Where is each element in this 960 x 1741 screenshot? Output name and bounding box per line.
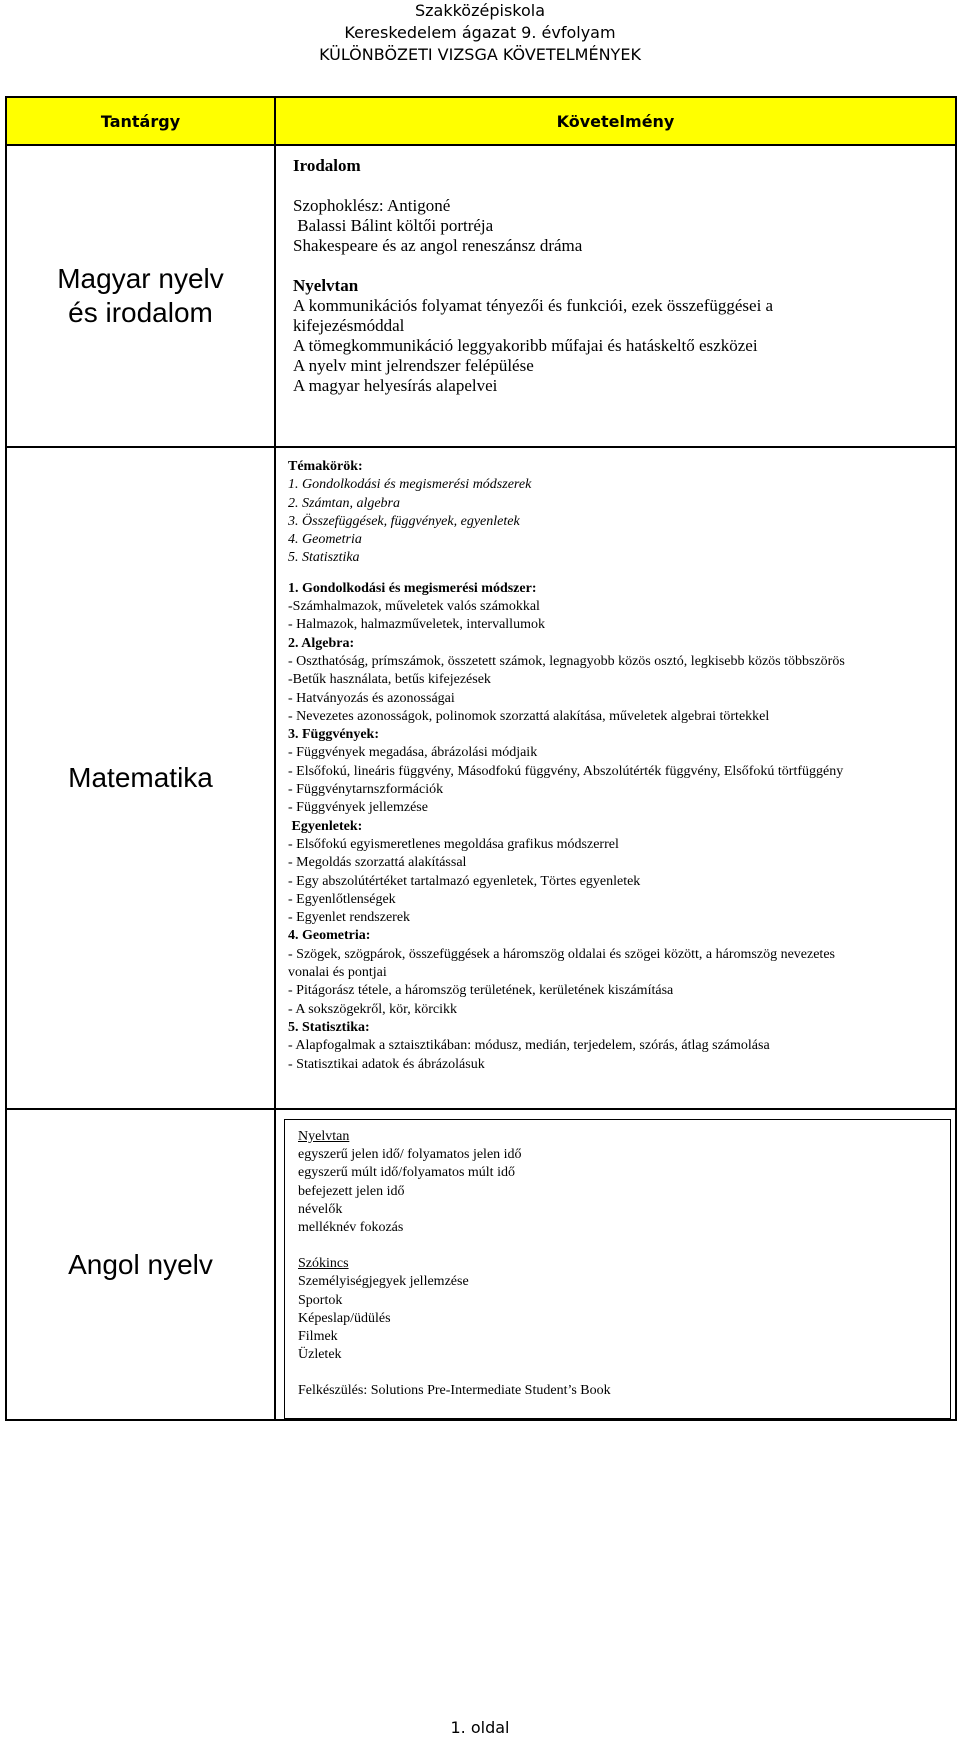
list-item: névelők xyxy=(298,1201,343,1217)
list-item: Shakespeare és az angol reneszánsz dráma xyxy=(293,236,583,255)
list-item: A magyar helyesírás alapelvei xyxy=(293,376,498,395)
list-item: Képeslap/üdülés xyxy=(298,1310,391,1326)
table-row xyxy=(6,145,956,447)
list-item: -Számhalmazok, műveletek valós számokkal xyxy=(288,599,540,615)
preparation-book: Felkészülés: Solutions Pre-Intermediate Student’s Book xyxy=(298,1383,611,1399)
list-item: kifejezésmóddal xyxy=(293,316,405,335)
document-title: KÜLÖNBÖZETI VIZSGA KÖVETELMÉNYEK xyxy=(319,45,641,64)
requirements-hungarian xyxy=(275,145,956,447)
list-item: - Nevezetes azonosságok, polinomok szorzattá alakítása, műveletek algebrai törtekkel xyxy=(288,708,770,724)
section-title-grammar: Nyelvtan xyxy=(293,276,359,295)
section-title: 4. Geometria: xyxy=(288,928,371,944)
list-item: - Alapfogalmak a sztaisztikában: módusz, medián, terjedelem, szórás, átlag számolása xyxy=(288,1038,770,1054)
list-item: - Hatványozás és azonosságai xyxy=(288,690,455,706)
table-header-row xyxy=(6,97,956,145)
list-item: - Elsőfokú egyismeretlenes megoldása grafikus módszerrel xyxy=(288,836,619,852)
requirement-column-header: Követelmény xyxy=(275,97,956,145)
list-item: - Szögek, szögpárok, összefüggések a háromszög oldalai és szögei között, a háromszög nevezetes xyxy=(288,946,835,962)
topic-item: 1. Gondolkodási és megismerési módszerek xyxy=(288,477,532,493)
list-item: Személyiségjegyek jellemzése xyxy=(298,1274,469,1290)
list-item: befejezett jelen idő xyxy=(298,1183,405,1199)
section-title-literature: Irodalom xyxy=(293,156,361,175)
requirements-math xyxy=(275,447,956,1109)
list-item: - Függvények jellemzése xyxy=(288,800,428,816)
list-item: A kommunikációs folyamat tényezői és funkciói, ezek összefüggései a xyxy=(293,296,774,315)
subject-math: Matematika xyxy=(6,447,275,1109)
list-item: - Függvénytarnszformációk xyxy=(288,782,444,798)
table-row xyxy=(6,1109,956,1420)
list-item: A tömegkommunikáció leggyakoribb műfajai és hatáskeltő eszközei xyxy=(293,336,758,355)
topics-title: Témakörök: xyxy=(288,459,363,474)
section-title: 1. Gondolkodási és megismerési módszer: xyxy=(288,580,537,596)
list-item: A nyelv mint jelrendszer felépülése xyxy=(293,356,534,375)
grade-line: Kereskedelem ágazat 9. évfolyam xyxy=(344,23,616,42)
list-item: - Függvények megadása, ábrázolási módjaik xyxy=(288,745,538,761)
list-item: egyszerű jelen idő/ folyamatos jelen idő xyxy=(298,1147,522,1163)
topic-item: 5. Statisztika xyxy=(288,550,360,566)
subject-column-header: Tantárgy xyxy=(6,97,275,145)
english-requirements-box xyxy=(284,1119,951,1419)
table-row xyxy=(6,447,956,1109)
section-title: Egyenletek: xyxy=(288,818,363,834)
requirements-english xyxy=(275,1109,956,1420)
list-item: Balassi Bálint költői portréja xyxy=(293,216,494,235)
topic-item: 4. Geometria xyxy=(288,532,362,548)
section-title: 2. Algebra: xyxy=(288,635,355,651)
list-item: - Statisztikai adatok és ábrázolásuk xyxy=(288,1056,485,1072)
list-item: - Elsőfokú, lineáris függvény, Másodfokú függvény, Abszolútérték függvény, Elsőfokú törtfüggény xyxy=(288,763,844,779)
list-item: - A sokszögekről, kör, körcikk xyxy=(288,1001,457,1017)
section-title: 5. Statisztika: xyxy=(288,1019,370,1035)
topic-item: 2. Számtan, algebra xyxy=(288,495,400,511)
list-item: - Egyenlet rendszerek xyxy=(288,910,411,926)
list-item: - Oszthatóság, prímszámok, összetett számok, legnagyobb közös osztó, legkisebb közös többszörös xyxy=(288,653,845,669)
list-item: melléknév fokozás xyxy=(298,1219,404,1235)
topic-item: 3. Összefüggések, függvények, egyenletek xyxy=(288,513,520,529)
list-item: - Egyenlőtlenségek xyxy=(288,891,396,907)
page-number: 1. oldal xyxy=(450,1718,510,1737)
list-item: Sportok xyxy=(298,1292,343,1308)
section-title-vocabulary: Szókincs xyxy=(298,1256,349,1272)
subject-english: Angol nyelv xyxy=(6,1109,275,1420)
list-item: -Betűk használata, betűs kifejezések xyxy=(288,672,491,688)
list-item: - Halmazok, halmazműveletek, intervallumok xyxy=(288,617,545,633)
section-title-grammar: Nyelvtan xyxy=(298,1129,350,1144)
document-header xyxy=(0,0,960,66)
list-item: Szophoklész: Antigoné xyxy=(293,196,451,215)
list-item: - Megoldás szorzattá alakítással xyxy=(288,855,467,871)
list-item: - Egy abszolútértéket tartalmazó egyenletek, Törtes egyenletek xyxy=(288,873,641,889)
list-item: vonalai és pontjai xyxy=(288,965,387,981)
list-item: Filmek xyxy=(298,1328,338,1344)
list-item: - Pitágorász tétele, a háromszög területének, kerületének kiszámítása xyxy=(288,983,674,999)
subject-hungarian: Magyar nyelv és irodalom xyxy=(6,145,275,447)
requirements-table xyxy=(5,96,957,1421)
list-item: egyszerű múlt idő/folyamatos múlt idő xyxy=(298,1165,515,1181)
list-item: Üzletek xyxy=(298,1347,342,1363)
school-type: Szakközépiskola xyxy=(414,1,546,20)
section-title: 3. Függvények: xyxy=(288,727,379,743)
